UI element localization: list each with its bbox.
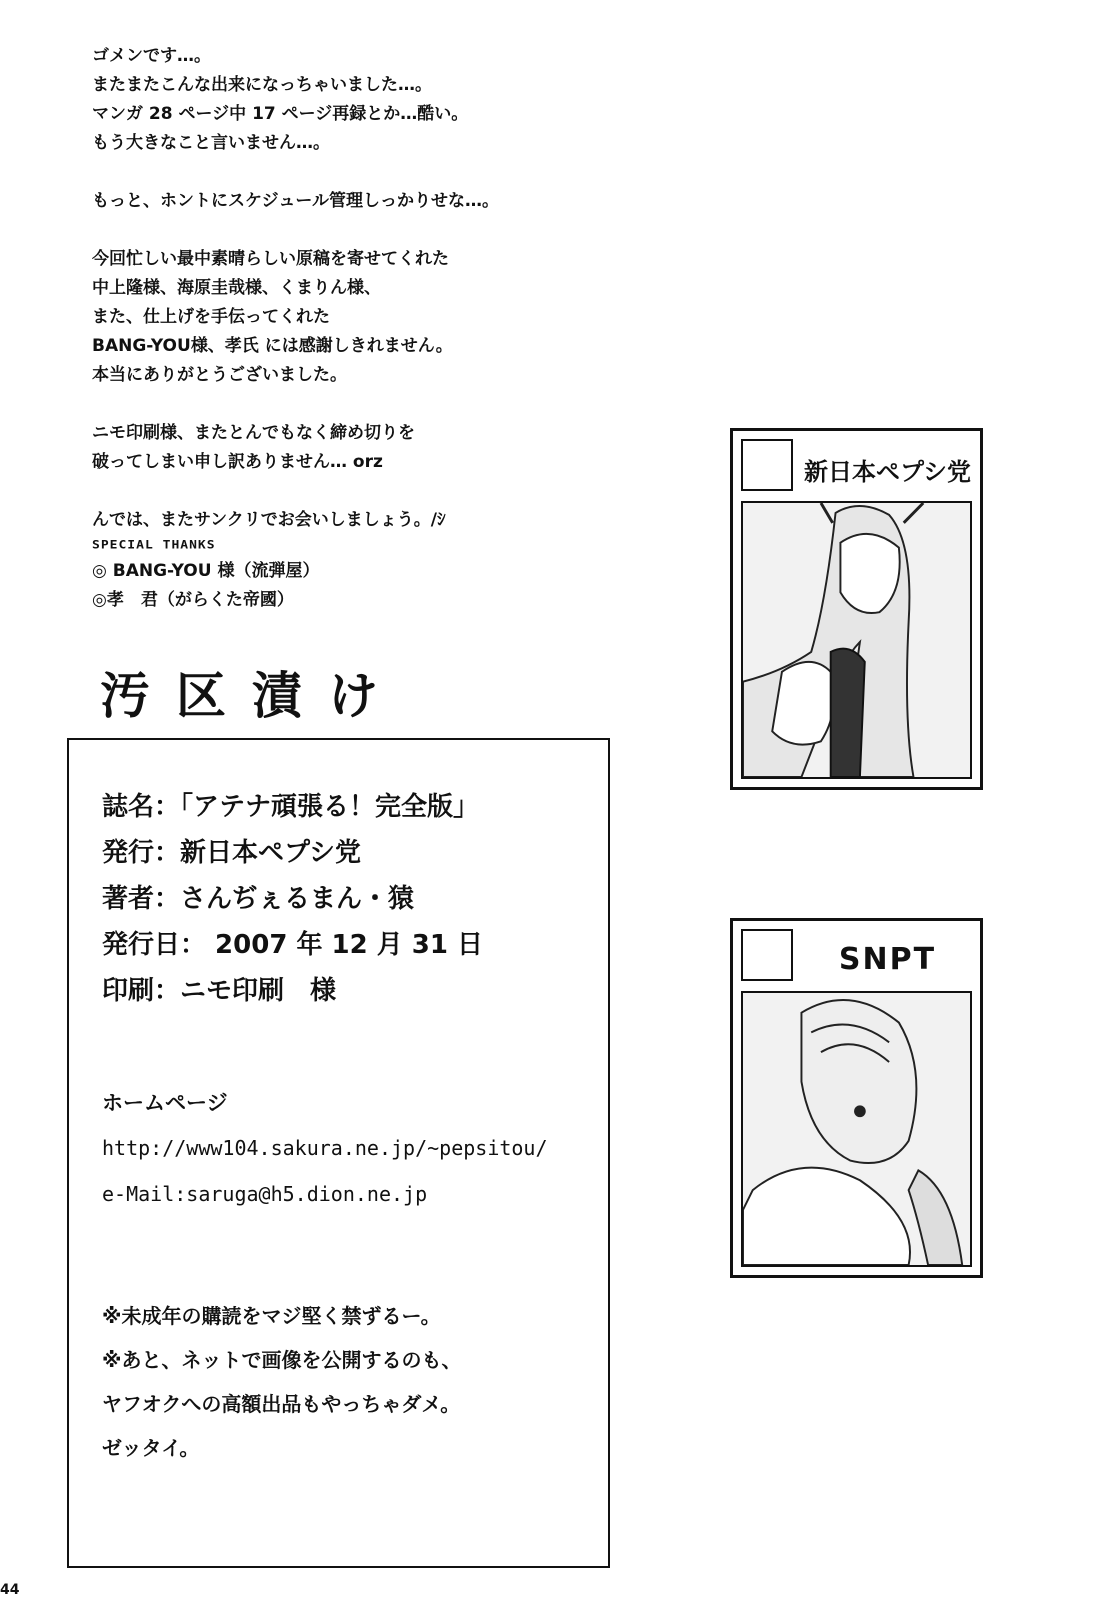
notice-line: ※あと、ネットで画像を公開するのも、: [102, 1348, 462, 1372]
colophon-publisher: 発行：新日本ペプシ党: [102, 838, 361, 868]
homepage-url[interactable]: http://www104.sakura.ne.jp/~pepsitou/: [102, 1136, 548, 1160]
afterword-line: もう大きなこと言いません…。: [92, 133, 330, 153]
afterword: [92, 42, 612, 615]
afterword-line: んでは、またサンクリでお会いしましょう。/ｼ: [92, 510, 446, 530]
afterword-line: ゴメンです…。: [92, 46, 211, 66]
afterword-line: 中上隆様、海原圭哉様、くまりん様、: [92, 278, 381, 298]
colophon-box: [67, 738, 610, 1568]
colophon-date: 発行日： 2007 年 12 月 31 日: [102, 930, 484, 960]
colophon-title: 誌名：「アテナ頑張る！完全版」: [102, 792, 480, 822]
checkbox-square: [741, 439, 793, 491]
colophon-printer: 印刷：ニモ印刷 様: [102, 976, 337, 1006]
special-thanks-item: ◎孝 君（がらくた帝國）: [92, 590, 294, 610]
afterword-line: 今回忙しい最中素晴らしい原稿を寄せてくれた: [92, 249, 449, 269]
special-thanks-title: SPECIAL THANKS: [92, 539, 216, 552]
illustration-sketch: [743, 503, 970, 777]
afterword-line: 本当にありがとうございました。: [92, 365, 347, 385]
illustration-image: [741, 991, 972, 1267]
afterword-line: もっと、ホントにスケジュール管理しっかりせな…。: [92, 191, 499, 211]
afterword-line: BANG-YOU様、孝氏 には感謝しきれません。: [92, 336, 453, 356]
afterword-line: マンガ 28 ページ中 17 ページ再録とか…酷い。: [92, 104, 469, 124]
afterword-line: 破ってしまい申し訳ありません… orz: [92, 452, 383, 472]
homepage-label: ホームページ: [102, 1091, 228, 1115]
illustration-sketch: [743, 993, 970, 1265]
afterword-line: ニモ印刷様、またとんでもなく締め切りを: [92, 423, 415, 443]
circle-cut-label: SNPT: [838, 941, 937, 977]
colophon-authors: 著者：さんぢぇるまん・猿: [102, 884, 415, 914]
email-address[interactable]: e-Mail:saruga@h5.dion.ne.jp: [102, 1182, 428, 1206]
notice-line: ※未成年の購読をマジ堅く禁ずるー。: [102, 1304, 441, 1328]
illustration-image: [741, 501, 972, 779]
circle-cut-2: [730, 918, 983, 1278]
special-thanks-item: ◎ BANG-YOU 様（流弾屋）: [92, 561, 320, 581]
circle-cut-1: [730, 428, 983, 790]
afterword-line: またまたこんな出来になっちゃいました…。: [92, 75, 432, 95]
notice-line: ヤフオクへの高額出品もやっちゃダメ。: [102, 1392, 461, 1416]
circle-logo-text: 汚区漬け: [100, 666, 404, 725]
circle-cut-label: 新日本ペプシ党: [803, 457, 972, 486]
page-number: 44: [0, 1582, 20, 1598]
afterword-line: また、仕上げを手伝ってくれた: [92, 307, 330, 327]
notice-line: ゼッタイ。: [102, 1436, 200, 1460]
checkbox-square: [741, 929, 793, 981]
